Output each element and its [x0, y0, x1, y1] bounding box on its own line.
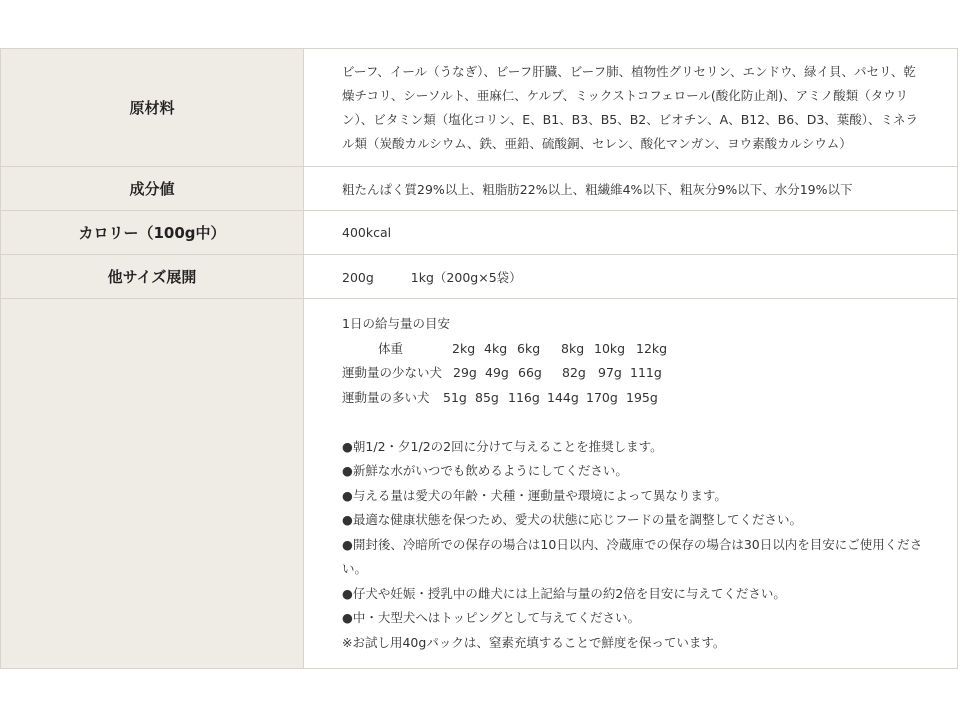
feeding-note: ●新鮮な水がいつでも飲めるようにしてください。 [342, 463, 628, 478]
ingredients-value: ビーフ、イール（うなぎ）、ビーフ肝臓、ビーフ肺、植物性グリセリン、エンドウ、緑イ貝、パセリ、乾燥チコリ、シーソルト、亜麻仁、ケルプ、ミックストコフェロール(酸化防止剤)、アミノ酸類（タウリン）、ビタミン類（塩化コリン、E、B1、B3、B5、B2、ビオチン、A、B12、B6、D3、葉酸）、ミネラル類（炭酸カルシウム、鉄、亜鉛、硫酸銅、セレン、酸化マンガン、ヨウ素酸カルシウム） [342, 63, 919, 151]
amount-cell: 85g [475, 389, 499, 405]
feeding-grid [342, 337, 927, 410]
feeding-note: ※お試し用40gパックは、窒素充填することで鮮度を保っています。 [342, 634, 726, 650]
calories-cell [304, 211, 958, 255]
feeding-label [1, 299, 304, 669]
feeding-cell [304, 299, 958, 669]
amount-cell: 29g [453, 365, 477, 380]
weight-cell: 10kg [594, 340, 626, 356]
amount-cell: 82g [562, 365, 586, 380]
weight-cell: 6kg [517, 340, 541, 356]
size-option-200g: 200g [342, 269, 374, 285]
feeding-note: ●与える量は愛犬の年齢・犬種・運動量や環境によって異なります。 [342, 487, 727, 503]
weight-header-label: 体重 [378, 340, 404, 356]
feeding-title: 1日の給与量の目安 [342, 316, 450, 331]
product-spec-table [0, 48, 958, 669]
calories-row [1, 211, 958, 255]
feeding-note: ●朝1/2・夕1/2の2回に分けて与えることを推奨します。 [342, 438, 663, 454]
amount-cell: 116g [508, 389, 540, 405]
feeding-notes [342, 435, 927, 656]
size-option-1kg: 1kg（200g×5袋） [410, 269, 522, 285]
amount-cell: 51g [443, 389, 467, 405]
amount-cell: 111g [630, 365, 662, 380]
feeding-note: ●最適な健康状態を保つため、愛犬の状態に応じフードの量を調整してください。 [342, 512, 803, 527]
amount-cell: 49g [485, 365, 509, 380]
low-activity-label: 運動量の少ない犬 [342, 365, 443, 380]
ingredients-row [1, 49, 958, 167]
amount-cell: 170g [586, 389, 618, 405]
weight-cell: 2kg [452, 340, 476, 356]
analysis-label: 成分値 [1, 167, 304, 211]
sizes-cell [304, 255, 958, 299]
calories-value: 400kcal [342, 225, 392, 240]
amount-cell: 195g [626, 389, 658, 405]
sizes-row [1, 255, 958, 299]
amount-cell: 97g [598, 365, 622, 380]
high-activity-label: 運動量の多い犬 [342, 389, 430, 405]
calories-label: カロリー（100g中） [1, 211, 304, 255]
feeding-note: ●仔犬や妊娠・授乳中の雌犬には上記給与量の約2倍を目安に与えてください。 [342, 585, 786, 601]
amount-cell: 66g [518, 365, 542, 380]
sizes-label: 他サイズ展開 [1, 255, 304, 299]
feeding-content [304, 299, 957, 655]
bottom-margin [0, 672, 960, 720]
feeding-note: ●開封後、冷暗所での保存の場合は10日以内、冷蔵庫での保存の場合は30日以内を目安にご使用ください。 [342, 536, 923, 576]
analysis-cell [304, 167, 958, 211]
amount-cell: 144g [547, 389, 579, 405]
weight-cell: 4kg [484, 340, 508, 356]
ingredients-label: 原材料 [1, 49, 304, 167]
feeding-note: ●中・大型犬へはトッピングとして与えてください。 [342, 610, 641, 625]
analysis-row [1, 167, 958, 211]
feeding-row [1, 299, 958, 669]
weight-cell: 12kg [636, 340, 668, 356]
weight-cell: 8kg [561, 340, 585, 356]
sizes-value [304, 268, 957, 286]
ingredients-cell [304, 49, 958, 167]
analysis-value: 粗たんぱく質29%以上、粗脂肪22%以上、粗繊維4%以下、粗灰分9%以下、水分19%以下 [342, 181, 853, 197]
